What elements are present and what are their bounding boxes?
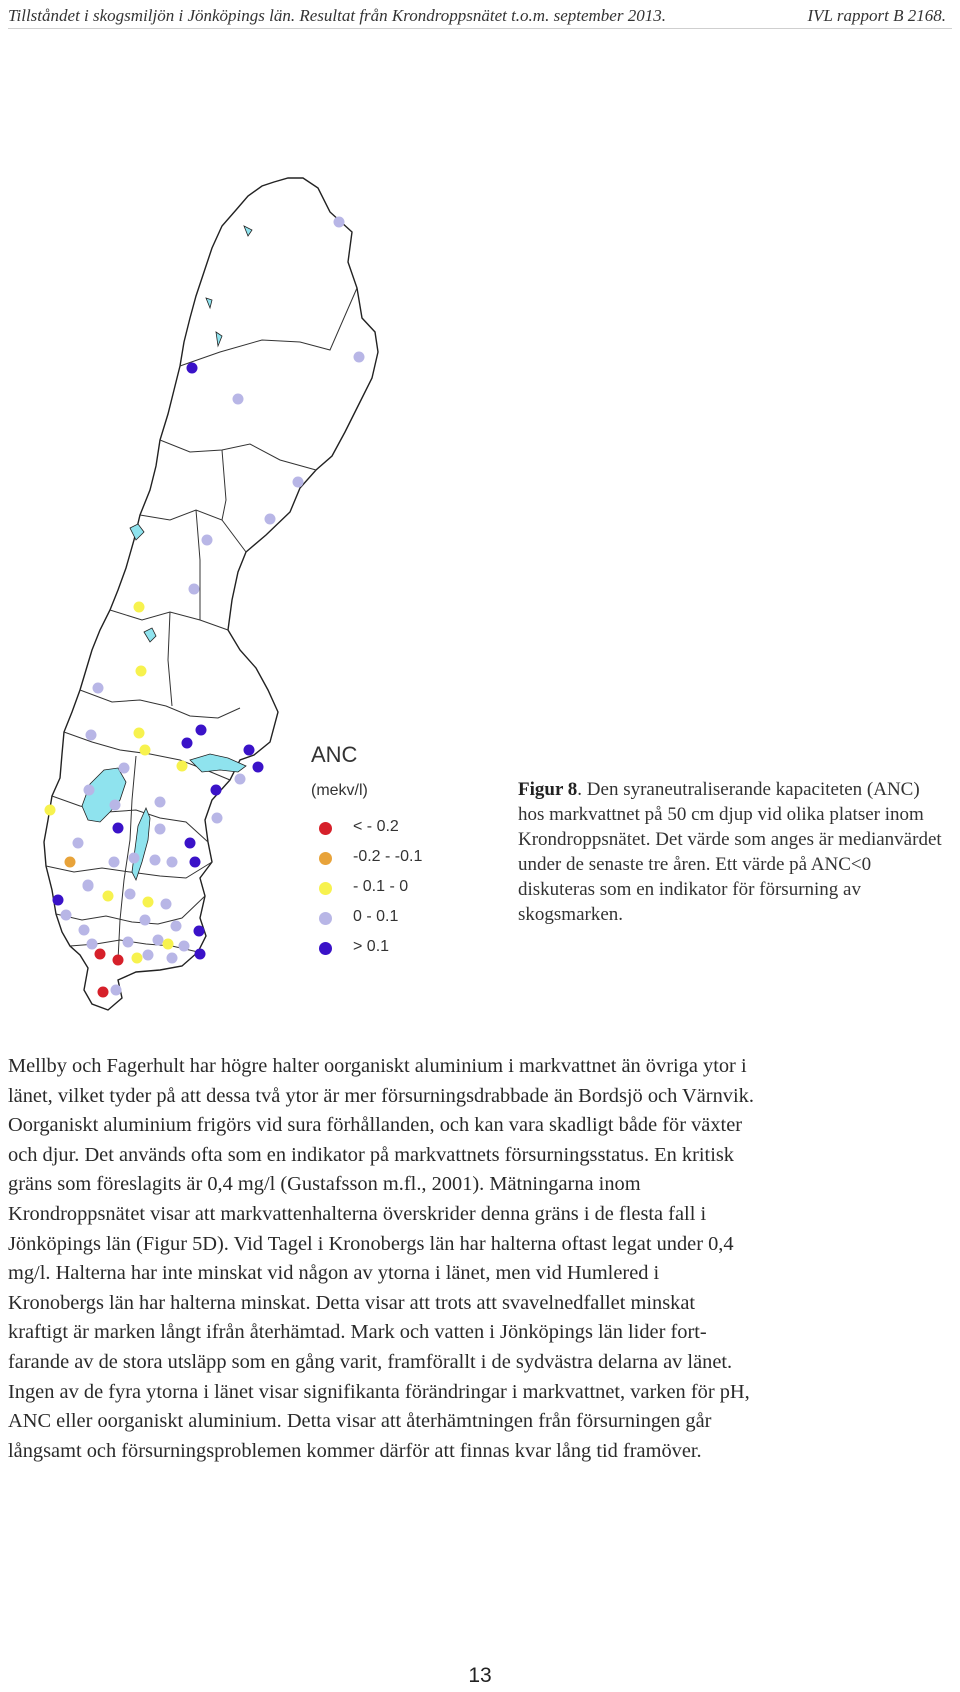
site-marker [103, 891, 114, 902]
header-report-id: IVL rapport B 2168. [807, 6, 946, 25]
body-line: Kronobergs län har halterna minskat. Detta visar att trots att svavelnedfallet minskat [8, 1291, 696, 1314]
site-marker [143, 897, 154, 908]
site-marker [189, 584, 200, 595]
legend-title: ANC [311, 742, 358, 767]
site-marker [150, 855, 161, 866]
map-legend [305, 742, 475, 972]
figure-caption [518, 777, 948, 927]
body-line: Mellby och Fagerhult har högre halter oorganiskt aluminium i markvattnet än övriga ytor i [8, 1055, 747, 1077]
body-line: Oorganiskt aluminium frigörs vid sura förhållanden, och kan vara skadligt både för växter [8, 1114, 743, 1137]
site-marker [293, 477, 304, 488]
site-marker [84, 785, 95, 796]
site-marker [179, 941, 190, 952]
site-marker [190, 857, 201, 868]
body-line: gräns som föreslagits är 0,4 mg/l (Gustafsson m.fl., 2001). Mätningarna inom [8, 1173, 641, 1196]
site-marker [119, 763, 130, 774]
site-marker [253, 762, 264, 773]
site-marker [153, 935, 164, 946]
legend-swatch-lavender [319, 912, 332, 925]
legend-swatch-purple [319, 942, 332, 955]
site-marker [87, 939, 98, 950]
site-marker [53, 895, 64, 906]
legend-label: -0.2 - -0.1 [353, 848, 423, 865]
body-line: farande av de stora utsläpp som en gång varit, framförallt i de sydvästra delarna av länet. [8, 1350, 733, 1373]
figure-label: Figur 8 [518, 779, 578, 800]
site-marker [136, 666, 147, 677]
site-marker [65, 857, 76, 868]
site-marker [167, 857, 178, 868]
body-line: och djur. Det används ofta som en indikator på markvattnets försurningsstatus. En kritisk [8, 1143, 734, 1166]
site-marker [196, 725, 207, 736]
site-marker [211, 785, 222, 796]
site-marker [185, 838, 196, 849]
site-marker [134, 602, 145, 613]
site-marker [93, 683, 104, 694]
site-marker [244, 745, 255, 756]
site-marker [167, 953, 178, 964]
site-marker [86, 730, 97, 741]
body-line: ANC eller oorganiskt aluminium. Detta visar att återhämtningen från försurningen går [8, 1410, 712, 1433]
site-marker [109, 857, 120, 868]
site-marker [233, 394, 244, 405]
figure-caption-text: . Den syraneutraliserande kapaciteten (ANC) hos markvattnet på 50 cm djup vid olika platser inom Krondroppsnätet. Det värde som anges är medianvärdet under de senaste tre åren. Ett värde på ANC<0 diskuteras som en indikator för försurning av skogsmarken. [518, 779, 942, 925]
site-marker [202, 535, 213, 546]
page-number: 13 [468, 1664, 492, 1687]
body-line: Ingen av de fyra ytorna i länet visar signifikanta förändringar i markvattnet, varken för pH, [8, 1380, 750, 1403]
site-marker [140, 915, 151, 926]
site-marker [354, 352, 365, 363]
legend-label: - 0.1 - 0 [353, 878, 409, 895]
site-marker [140, 745, 151, 756]
site-marker [143, 950, 154, 961]
site-marker [95, 949, 106, 960]
body-line: Jönköpings län (Figur 5D). Vid Tagel i Kronobergs län har halterna oftast legat under 0,4 [8, 1232, 734, 1255]
site-marker [171, 921, 182, 932]
legend-label: > 0.1 [353, 938, 390, 955]
site-marker [45, 805, 56, 816]
site-marker [334, 217, 345, 228]
site-marker [212, 813, 223, 824]
site-marker [163, 939, 174, 950]
site-marker [79, 925, 90, 936]
site-marker [113, 955, 124, 966]
site-marker [83, 880, 94, 891]
site-marker [155, 824, 166, 835]
site-marker [195, 949, 206, 960]
site-marker [265, 514, 276, 525]
legend-swatch-yellow [319, 882, 332, 895]
running-header [8, 6, 952, 29]
site-marker [182, 738, 193, 749]
body-paragraph [8, 1052, 952, 1466]
site-marker [134, 728, 145, 739]
header-title: Tillståndet i skogsmiljön i Jönköpings län. Resultat från Krondroppsnätet t.o.m. september 2013. [8, 6, 666, 25]
legend-unit: (mekv/l) [311, 782, 368, 799]
site-marker [187, 363, 198, 374]
site-marker [111, 985, 122, 996]
site-marker [113, 823, 124, 834]
site-marker [129, 853, 140, 864]
body-line: kraftigt är marken långt ifrån återhämtad. Mark och vatten i Jönköpings län lider fort- [8, 1321, 707, 1344]
site-marker [177, 761, 188, 772]
site-marker [110, 800, 121, 811]
legend-swatch-red [319, 822, 332, 835]
legend-swatch-orange [319, 852, 332, 865]
site-marker [61, 910, 72, 921]
site-marker [155, 797, 166, 808]
site-marker [98, 987, 109, 998]
site-marker [73, 838, 84, 849]
body-line: mg/l. Halterna har inte minskat vid någon av ytorna i länet, men vid Humlered i [8, 1262, 660, 1285]
site-marker [235, 774, 246, 785]
site-marker [125, 889, 136, 900]
site-marker [132, 953, 143, 964]
site-marker [194, 926, 205, 937]
legend-label: 0 - 0.1 [353, 908, 399, 925]
body-line: långsamt och försurningsproblemen kommer därför att finnas kvar lång tid framöver. [8, 1439, 702, 1462]
body-line: länet, vilket tyder på att dessa två ytor är mer försurningsdrabbade än Bordsjö och Värnvik. [8, 1084, 754, 1107]
site-marker [123, 937, 134, 948]
legend-label: < - 0.2 [353, 818, 399, 835]
body-line: Krondroppsnätet visar att markvattenhalterna överskrider denna gräns i de flesta fall i [8, 1202, 707, 1225]
site-marker [161, 899, 172, 910]
